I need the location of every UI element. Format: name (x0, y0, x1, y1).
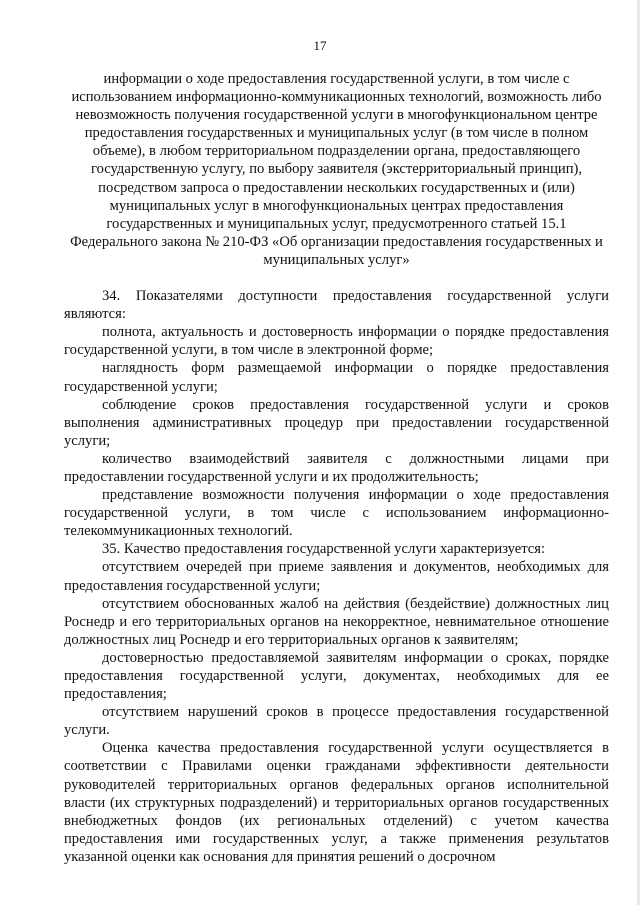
list-item: отсутствием очередей при приеме заявления и документов, необходимых для предоставления государственной услуги; (64, 559, 609, 594)
paragraph-34-heading: 34. Показателями доступности предоставления государственной услуги являются: (64, 288, 609, 323)
list-item: достоверностью предоставляемой заявителям информации о сроках, порядке предоставления государственной услуги, документах, необходимых для ее предоставления; (64, 649, 609, 703)
list-item: представление возможности получения информации о ходе предоставления государственной услуги, в том числе с использованием информационно-телекоммуникационных технологий. (64, 487, 609, 540)
list-item: отсутствием нарушений сроков в процессе предоставления государственной услуги. (64, 704, 609, 739)
list-item: соблюдение сроков предоставления государственной услуги и сроков выполнения административных процедур при предоставлении государственной услуги; (64, 396, 609, 449)
page-number: 17 (313, 38, 327, 53)
list-item: отсутствием обоснованных жалоб на действия (бездействие) должностных лиц Роснедр и его территориальных органов на некорректное, невнимательное отношение должностных лиц Роснедр и его территориальных органов к заявителям; (64, 595, 609, 648)
list-item: наглядность форм размещаемой информации о порядке предоставления государственной услуги; (64, 360, 609, 395)
paragraph-35-heading: 35. Качество предоставления государственной услуги характеризуется: (102, 541, 546, 558)
document-body (64, 70, 609, 866)
list-item: полнота, актуальность и достоверность информации о порядке предоставления государственной услуги, в том числе в электронной форме; (64, 324, 609, 359)
quality-assessment-paragraph: Оценка качества предоставления государственной услуги осуществляется в соответствии с Правилами оценки гражданами эффективности деятельности руководителей территориальных органов федеральных органов исполнительной власти (их структурных подразделений) и территориальных органов государственных внебюджетных фондов (их региональных отделений) с учетом качества предоставления ими государственных услуг, а также применения результатов указанной оценки как основания для принятия решений о досрочном (64, 740, 609, 865)
list-item: количество взаимодействий заявителя с должностными лицами при предоставлении государственной услуги и их продолжительность; (64, 450, 609, 485)
intro-centered-block: информации о ходе предоставления государственной услуги, в том числе с использованием информационно-коммуникационных технологий, возможность либо невозможность получения государственной услуги в многофункциональном центре предоставления государственных и муниципальных услуг (в том числе в полном объеме), в любом территориальном подразделении органа, предоставляющего государственную услугу, по выбору заявителя (экстерриториальный принцип), посредством запроса о предоставлении нескольких государственных и (или) муниципальных услуг в многофункциональных центрах предоставления государственных и муниципальных услуг, предусмотренного статьей 15.1 Федерального закона № 210-ФЗ «Об организации предоставления государственных и муниципальных услуг» (70, 71, 603, 268)
